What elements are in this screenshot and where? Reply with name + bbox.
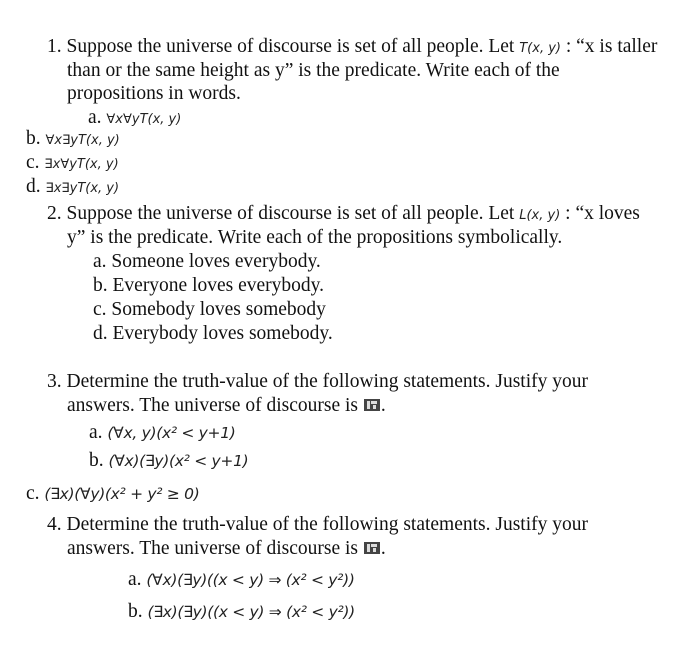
- q1-item-c: [26, 151, 119, 177]
- q3-item-expr: (∃x)(∀y)(x² + y² ≥ 0): [44, 485, 200, 503]
- q1-lead: 1. Suppose the universe of discourse is set of all people. Let: [47, 36, 515, 57]
- q3-line-1: 3. Determine the truth-value of the following statements. Justify your: [47, 371, 589, 392]
- q2-item-c: c. Somebody loves somebody: [93, 299, 326, 320]
- q1-item-expr: ∃x∀yT(x, y): [44, 157, 119, 172]
- q4-item-label: a.: [128, 569, 142, 590]
- q4-period: .: [380, 538, 386, 559]
- q3-line-2-text: answers. The universe of discourse is: [67, 395, 358, 416]
- real-numbers-icon: [363, 541, 381, 555]
- q2-line-1: [47, 202, 640, 228]
- q1-item-expr: ∀x∃yT(x, y): [45, 133, 120, 148]
- q3-line-2: [67, 394, 386, 418]
- real-numbers-icon: [363, 398, 381, 412]
- q4-item-label: b.: [128, 601, 143, 622]
- q4-item-b: [128, 600, 355, 624]
- q4-item-a: [128, 568, 355, 592]
- q1-predicate: T(x, y): [519, 41, 561, 56]
- q2-lead: 2. Suppose the universe of discourse is set of all people. Let: [47, 203, 515, 224]
- q1-line-2: than or the same height as y” is the predicate. Write each of the: [67, 60, 560, 81]
- q3-item-c: [26, 482, 199, 506]
- q1-line-1: [47, 35, 657, 61]
- q2-item-a: a. Someone loves everybody.: [93, 251, 321, 272]
- q4-line-2: [67, 537, 386, 561]
- q2-item-d: d. Everybody loves somebody.: [93, 323, 333, 344]
- q3-item-label: c.: [26, 483, 40, 504]
- q1-item-label: d.: [26, 176, 41, 197]
- q1-tail: : “x is taller: [565, 36, 658, 57]
- q2-predicate: L(x, y): [519, 208, 561, 223]
- q2-line-2: y” is the predicate. Write each of the propositions symbolically.: [67, 227, 563, 248]
- q1-item-d: [26, 175, 119, 201]
- q4-item-expr: (∀x)(∃y)((x < y) ⇒ (x² < y²)): [146, 571, 355, 589]
- q3-period: .: [380, 395, 386, 416]
- q2-item-b: b. Everyone loves everybody.: [93, 275, 325, 296]
- q1-item-label: c.: [26, 152, 40, 173]
- q3-item-a: [89, 421, 236, 445]
- q3-item-expr: (∀x)(∃y)(x² < y+1): [108, 452, 249, 470]
- q1-line-3: propositions in words.: [67, 83, 241, 104]
- q4-line-2-text: answers. The universe of discourse is: [67, 538, 358, 559]
- q1-item-expr: ∃x∃yT(x, y): [45, 181, 120, 196]
- q3-item-b: [89, 449, 248, 473]
- q1-item-label: b.: [26, 128, 41, 149]
- q1-item-label: a.: [88, 107, 102, 128]
- q2-tail: : “x loves: [565, 203, 640, 224]
- q4-item-expr: (∃x)(∃y)((x < y) ⇒ (x² < y²)): [147, 603, 355, 621]
- q3-item-label: a.: [89, 422, 103, 443]
- q4-line-1: 4. Determine the truth-value of the following statements. Justify your: [47, 514, 589, 535]
- q1-item-b: [26, 127, 120, 153]
- q3-item-label: b.: [89, 450, 104, 471]
- q3-item-expr: (∀x, y)(x² < y+1): [107, 424, 236, 442]
- q1-item-expr: ∀x∀yT(x, y): [106, 112, 182, 127]
